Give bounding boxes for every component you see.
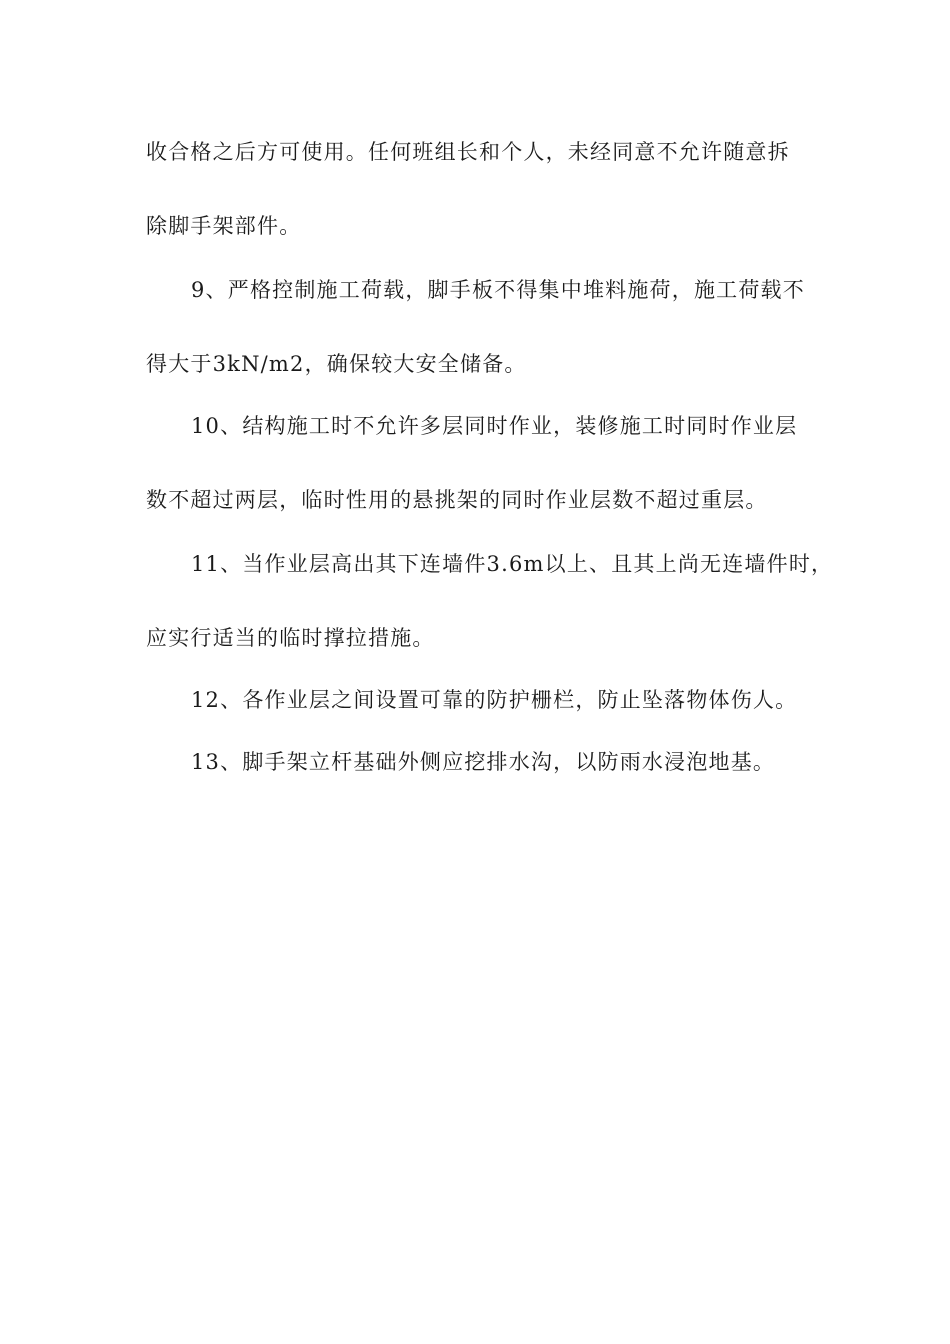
paragraph-line: 12、各作业层之间设置可靠的防护栅栏，防止坠落物体伤人。 <box>191 688 798 712</box>
paragraph-line: 13、脚手架立杆基础外侧应挖排水沟，以防雨水浸泡地基。 <box>191 750 776 774</box>
paragraph-line: 10、结构施工时不允许多层同时作业，装修施工时同时作业层 <box>191 414 798 438</box>
paragraph-line: 应实行适当的临时撑拉措施。 <box>146 626 435 650</box>
paragraph-line: 9、严格控制施工荷载，脚手板不得集中堆料施荷，施工荷载不 <box>191 278 805 302</box>
paragraph-line: 收合格之后方可使用。任何班组长和个人，未经同意不允许随意拆 <box>146 140 790 164</box>
paragraph-line: 数不超过两层，临时性用的悬挑架的同时作业层数不超过重层。 <box>146 488 768 512</box>
paragraph-line: 得大于3kN/m2，确保较大安全储备。 <box>146 352 527 376</box>
paragraph-line: 除脚手架部件。 <box>146 214 302 238</box>
paragraph-line: 11、当作业层高出其下连墙件3.6m以上、且其上尚无连墙件时， <box>191 552 834 576</box>
